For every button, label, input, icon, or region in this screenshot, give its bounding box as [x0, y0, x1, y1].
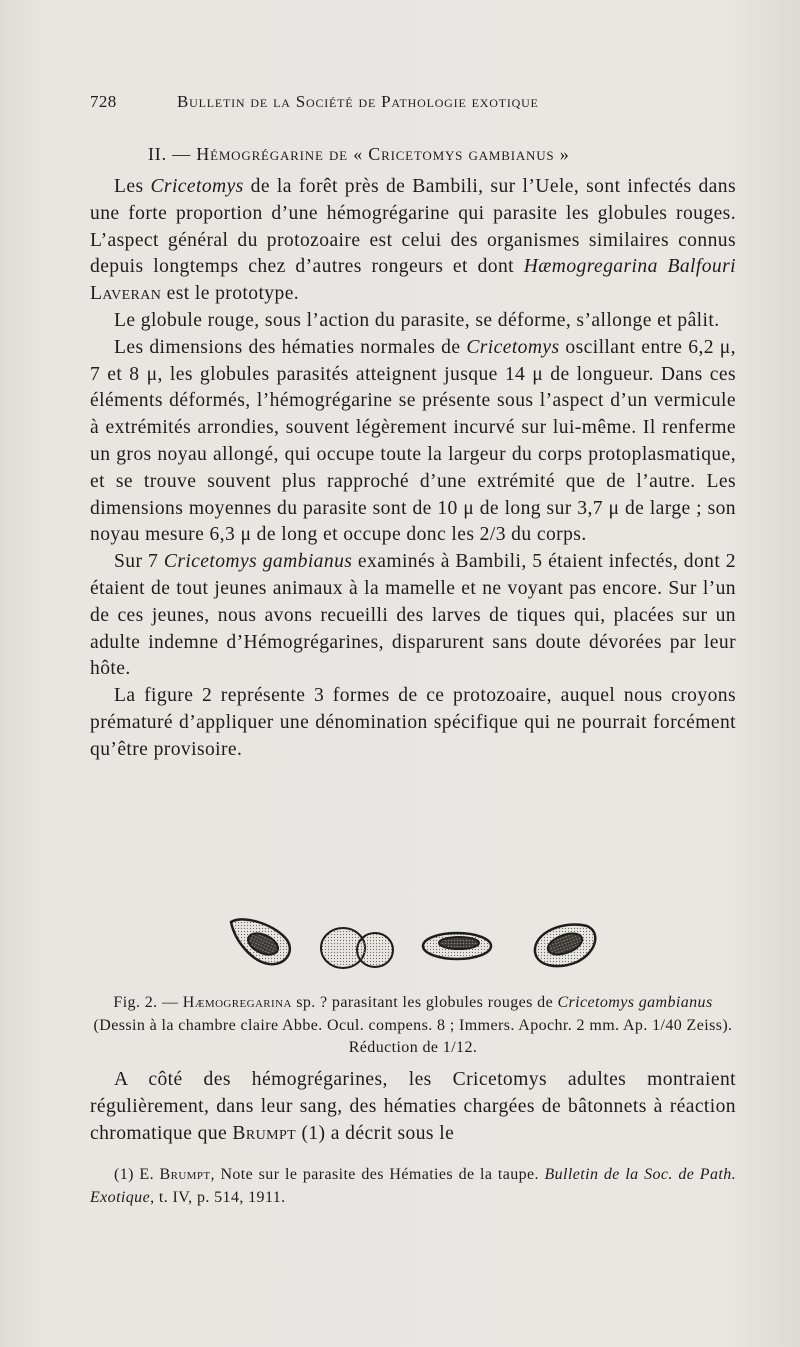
paragraph-3: Les dimensions des hématies normales de Cricetomys oscillant entre 6,2 μ, 7 et 8 μ, les globules parasités atteignent jusque 14 μ de longueur. Dans ces éléments déformés, l’hémogrégarine se présente sous l’aspect d’un vermicule à extrémités arrondies, souvent légèrement incurvé sur lui-même. Il renferme un gros noyau allongé, qui occupe toute la largeur du corps protoplasmatique, et se trouve souvent plus rapproché d’une extrémité que de l’autre. Les dimensions moyennes du parasite sont de 10 μ de long sur 3,7 μ de large ; son noyau mesure 6,3 μ de long et occupe donc les 2/3 du corps. [90, 336, 736, 546]
paragraph-1: Les Cricetomys de la forêt près de Bambili, sur l’Uele, sont infectés dans une forte proportion d’une hémogrégarine qui parasite les globules rouges. L’aspect général du protozoaire est celui des organismes similaires connus depuis longtemps chez d’autres rongeurs et dont Hæmogregarina Balfouri Laveran est le prototype. [90, 176, 736, 305]
paragraph-2: Le globule rouge, sous l’action du parasite, se déforme, s’allonge et pâlit. [114, 309, 720, 331]
parasitized-cell-2 [423, 933, 491, 959]
running-title: Bulletin de la Société de Pathologie exotique [177, 92, 539, 111]
parasitized-cell-3 [535, 924, 595, 966]
parasitized-cell-1 [231, 919, 290, 964]
figure-caption: Fig. 2. — Hæmogregarina sp. ? parasitant les globules rouges de Cricetomys gambianus (Dessin à la chambre claire Abbe. Ocul. compens. 8 ; Immers. Apochr. 2 mm. Ap. 1/40 Zeiss). Réduction de 1/12. [93, 994, 733, 1056]
page-number: 728 [90, 92, 117, 111]
paragraph-4: Sur 7 Cricetomys gambianus examinés à Bambili, 5 étaient infectés, dont 2 étaient de tout jeunes animaux à la mamelle et ne voyant pas encore. Sur l’un de ces jeunes, nous avons recueilli des larves de tiques qui, placées sur un adulte indemne d’Hémogrégarines, disparurent sans doute dévorées par leur hôte. [90, 551, 736, 680]
paragraph-5: La figure 2 représente 3 formes de ce protozoaire, auquel nous croyons prématuré d’appliquer une dénomination spécifique qui ne pourrait forcément qu’être provisoire. [90, 685, 736, 760]
paragraph-6: A côté des hémogrégarines, les Cricetomys adultes montraient régulièrement, dans leur sang, des hématies chargées de bâtonnets à réaction chromatique que Brumpt (1) a décrit sous le [90, 1069, 736, 1144]
section-title: II. — Hémogrégarine de « Cricetomys gambianus » [148, 144, 570, 164]
normal-red-cells [321, 928, 393, 968]
body-text-continued [90, 1067, 736, 1147]
body-text [90, 174, 736, 764]
hemogregarine-drawing [225, 912, 605, 980]
figure-illustration [225, 912, 605, 980]
running-header [90, 88, 640, 118]
footnote: (1) E. Brumpt, Note sur le parasite des Hématies de la taupe. Bulletin de la Soc. de Path. Exotique, t. IV, p. 514, 1911. [90, 1166, 736, 1206]
